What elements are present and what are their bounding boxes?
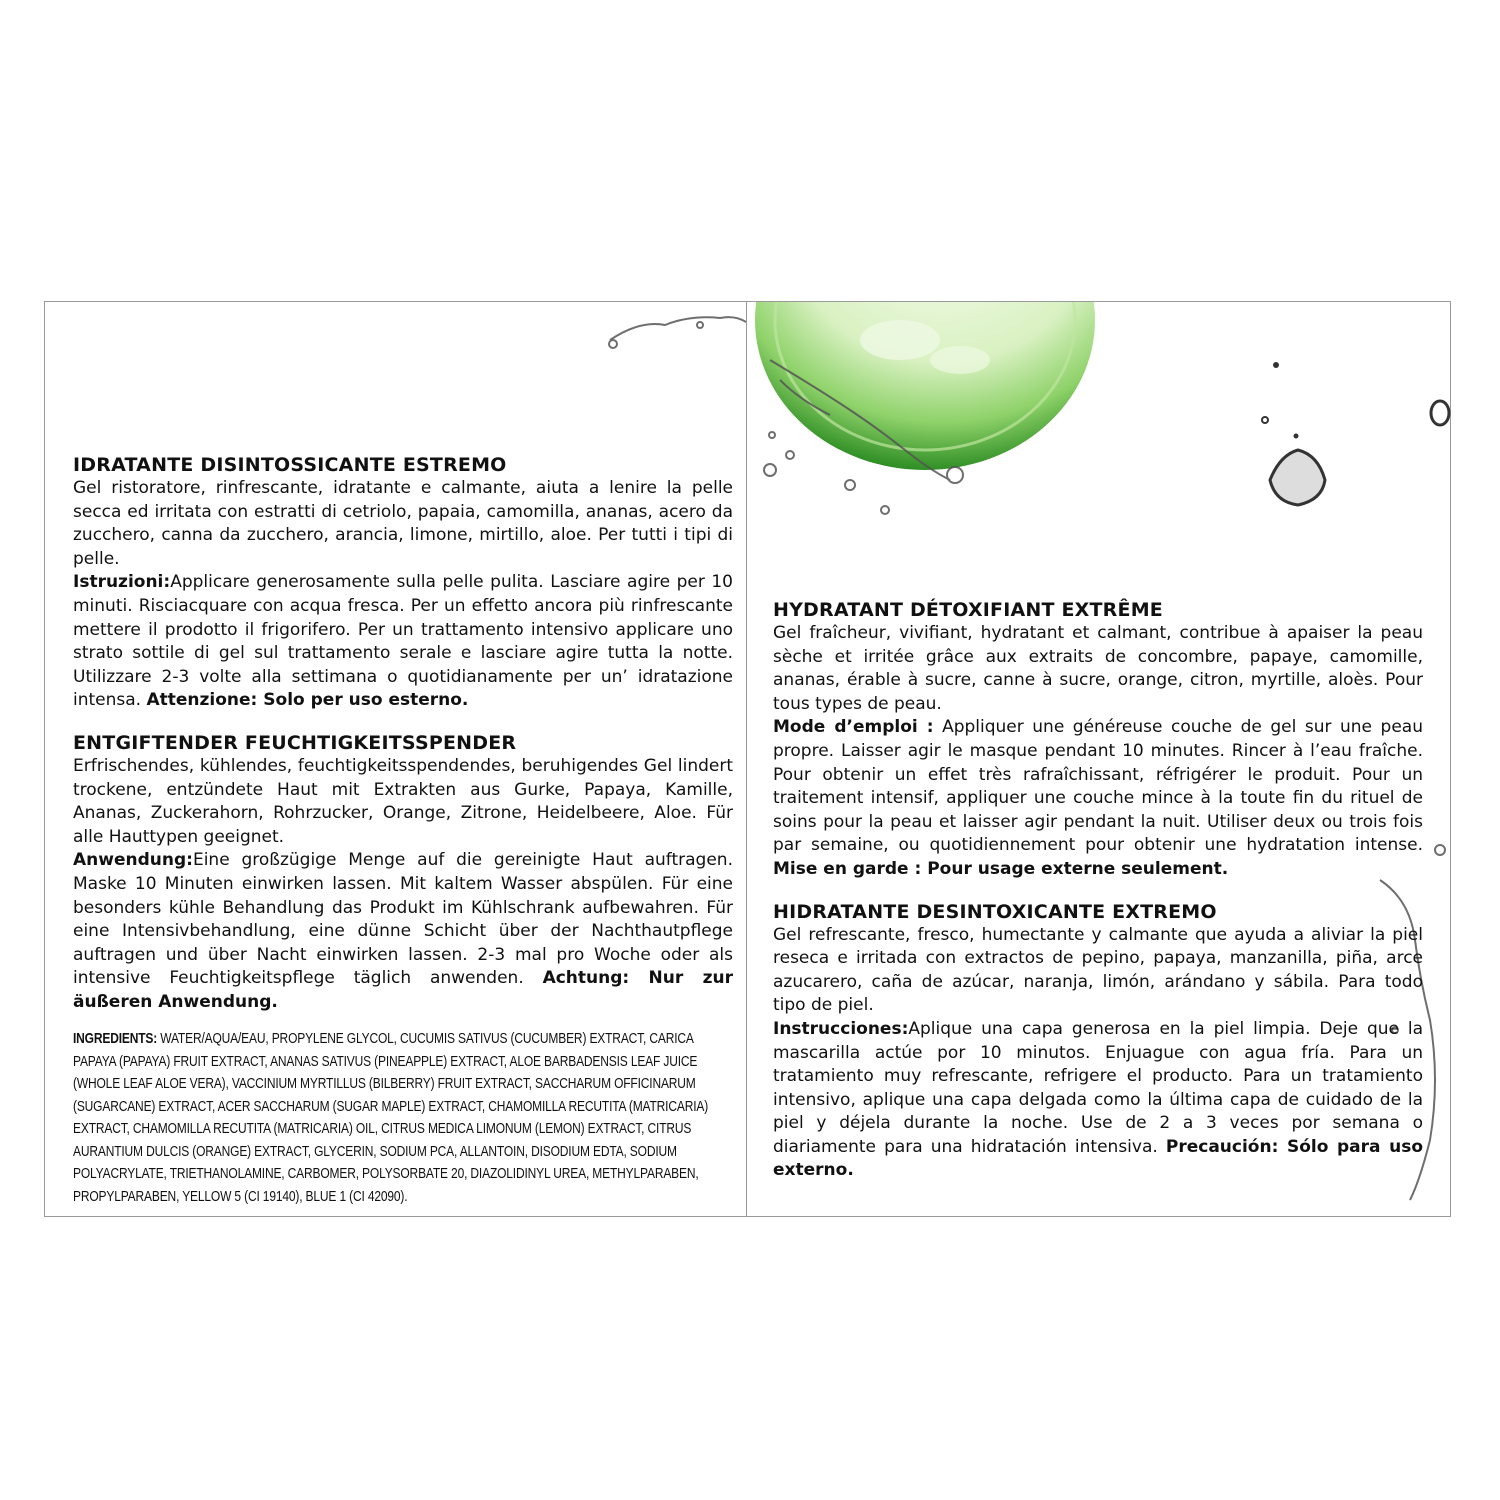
section-body	[773, 924, 1423, 1184]
description: Erfrischendes, kühlendes, feuchtigkeitsspendendes, beruhigendes Gel lindert trockene, entzündete Haut mit Extrakten aus Gurke, Papaya, Kamille, Ananas, Zuckerahorn, Rohrzucker, Orange, Zitrone, Heidelbeere, Aloe. Für alle Hauttypen geeignet.	[73, 755, 733, 847]
ingredients-label: INGREDIENTS:	[73, 1030, 158, 1048]
instructions-label: Anwendung:	[73, 850, 193, 871]
section-french	[773, 598, 1423, 882]
warning-text: Mise en garde : Pour usage externe seulement.	[773, 858, 1229, 879]
description: Gel ristoratore, rinfrescante, idratante e calmante, aiuta a lenire la pelle secca ed irritata con estratti di cetriolo, papaia, camomilla, ananas, acero da zucchero, canna da zucchero, arancia, limone, mirtillo, aloe. Per tutti i tipi di pelle.	[73, 478, 733, 569]
instructions-text: Appliquer une généreuse couche de gel sur une peau propre. Laisser agir le masque pendant 10 minutes. Rincer à l’eau fraîche. Pour obtenir un effet très rafraîchissant, réfrigérer le produit. Pour un traitement intensif, appliquer une couche mince à la toute fin du rituel de soins pour la peau et laisser agir pendant la nuit. Utiliser deux ou trois fois par semaine, ou quotidiennement pour obtenir une hydratation intense.	[773, 717, 1423, 856]
instructions-text: Applicare generosamente sulla pelle pulita. Lasciare agire per 10 minuti. Risciacquare con acqua fresca. Per un effetto ancora più rinfrescante mettere il prodotto il frigorifero. Per un trattamento intensivo applicare uno strato sottile di gel sul trattamento serale e lasciare agire tutta la notte. Utilizzare 2-3 volte alla settimana o quotidianamente per un’ idratazione intensa.	[73, 572, 733, 711]
warning-text: Precaución: Sólo para uso externo.	[773, 1136, 1424, 1181]
section-title: ENTGIFTENDER FEUCHTIGKEITSSPENDER	[73, 731, 517, 754]
instructions-text: Eine großzügige Menge auf die gereinigte Haut auftragen. Maske 10 Minuten einwirken lassen. Mit kaltem Wasser abspülen. Für eine besonders kühle Behandlung das Produkt im Kühlschrank aufbewahren. Für eine Intensivbehandlung, eine dünne Schicht über der Nachthautpflege auftragen und über Nacht einwirken lassen. 2-3 mal pro Woche oder als intensive Feuchtigkeitspflege täglich anwenden.	[73, 850, 733, 989]
section-ingredients	[73, 1028, 733, 1208]
section-body	[73, 755, 733, 1015]
warning-text: Attenzione: Solo per uso esterno.	[146, 690, 469, 711]
description: Gel refrescante, fresco, humectante y calmante que ayuda a aliviar la piel reseca e irritada con extractos de pepino, papaya, manzanilla, piña, arce azucarero, caña de azúcar, naranja, limón, arándano y sábila. Para todo tipo de piel.	[773, 924, 1423, 1016]
section-german	[73, 731, 733, 1015]
section-italian	[73, 453, 733, 713]
right-column	[773, 598, 1423, 1183]
section-spanish	[773, 900, 1423, 1184]
left-column	[73, 453, 733, 1208]
instructions-label: Mode d’emploi :	[773, 717, 934, 738]
ingredients-list	[73, 1028, 733, 1208]
instructions-label: Istruzioni:	[73, 572, 171, 593]
instructions-text: Aplique una capa generosa en la piel limpia. Deje que la mascarilla actúe por 10 minutos. Enjuague con agua fría. Para un tratamiento muy refrescante, refrigere el producto. Para un tratamiento intensivo, aplique una capa delgada como la última capa de cuidado de la piel y déjela durante la noche. Use de 2 a 3 veces por semana o diariamente para una hidratación intensiva.	[773, 1018, 1423, 1157]
section-title: HIDRATANTE DESINTOXICANTE EXTREMO	[773, 900, 1217, 923]
section-body	[773, 622, 1423, 882]
panel-divider	[746, 301, 747, 1217]
section-title: IDRATANTE DISINTOSSICANTE ESTREMO	[73, 454, 507, 476]
description: Gel fraîcheur, vivifiant, hydratant et calmant, contribue à apaiser la peau sèche et irritée grâce aux extraits de concombre, papaye, camomille, ananas, érable à sucre, canne à sucre, orange, citron, myrtille, aloès. Pour tous types de peau.	[773, 623, 1423, 714]
warning-text: Achtung: Nur zur äußeren Anwendung.	[73, 968, 733, 1012]
section-title: HYDRATANT DÉTOXIFIANT EXTRÊME	[773, 599, 1163, 621]
ingredients-text: WATER/AQUA/EAU, PROPYLENE GLYCOL, CUCUMIS SATIVUS (CUCUMBER) EXTRACT, CARICA PAPAYA (PAPAYA) FRUIT EXTRACT, ANANAS SATIVUS (PINEAPPLE) EXTRACT, ALOE BARBADENSIS LEAF JUICE (WHOLE LEAF ALOE VERA), VACCINIUM MYRTILLUS (BILBERRY) FRUIT EXTRACT, SACCHARUM OFFICINARUM (SUGARCANE) EXTRACT, ACER SACCHARUM (SUGAR MAPLE) EXTRACT, CHAMOMILLA RECUTITA (MATRICARIA) EXTRACT, CHAMOMILLA RECUTITA (MATRICARIA) OIL, CITRUS MEDICA LIMONUM (LEMON) EXTRACT, CITRUS AURANTIUM DULCIS (ORANGE) EXTRACT, GLYCERIN, SODIUM PCA, ALLANTOIN, DISODIUM EDTA, SODIUM POLYACRYLATE, TRIETHANOLAMINE, CARBOMER, POLYSORBATE 20, DIAZOLIDINYL UREA, METHYLPARABEN, PROPYLPARABEN, YELLOW 5 (CI 19140), BLUE 1 (CI 42090).	[73, 1030, 709, 1205]
section-body	[73, 477, 733, 713]
instructions-label: Instrucciones:	[773, 1018, 909, 1039]
